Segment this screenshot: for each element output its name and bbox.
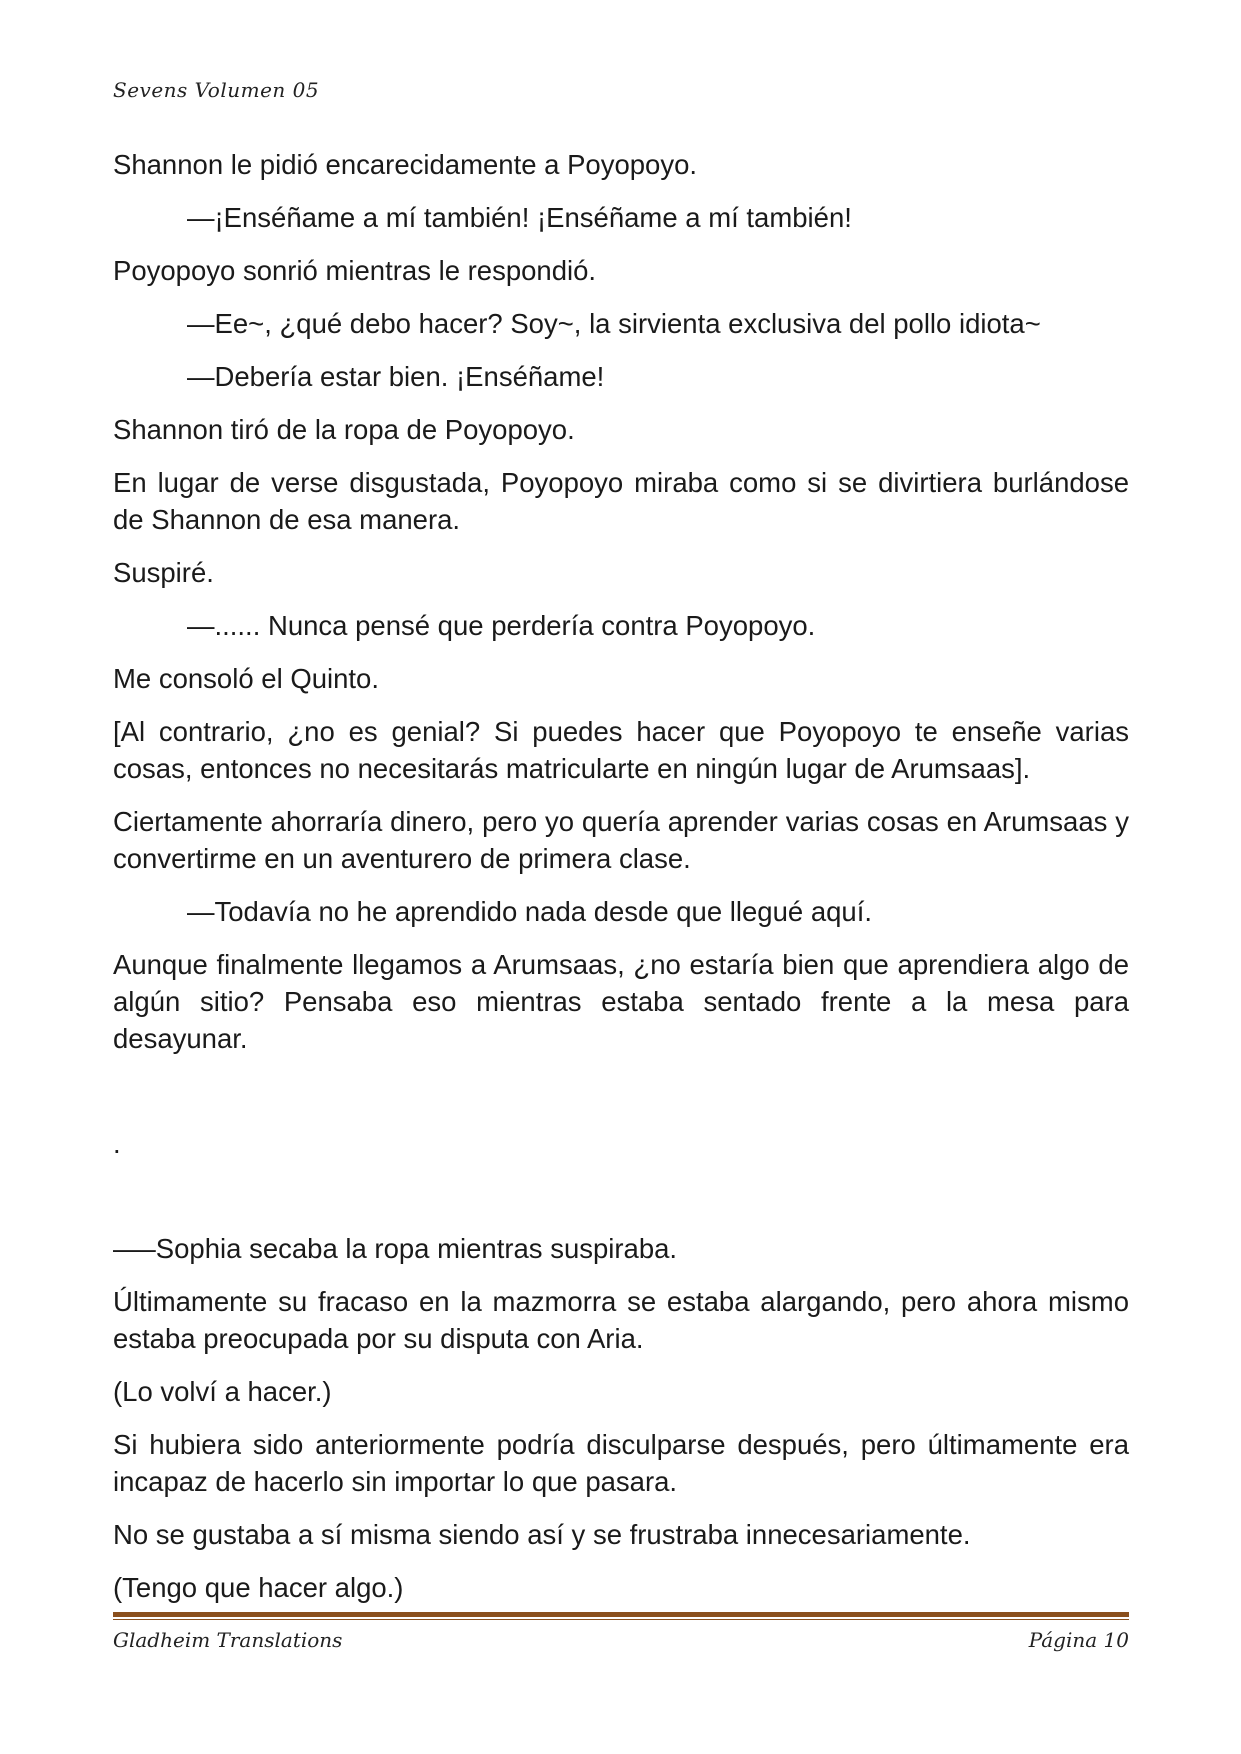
- page-header-title: Sevens Volumen 05: [113, 78, 320, 102]
- dialogue-line: —...... Nunca pensé que perdería contra Poyopoyo.: [187, 610, 816, 641]
- paragraph: Aunque finalmente llegamos a Arumsaas, ¿no estaría bien que aprendiera algo de algún sitio? Pensaba eso mientras estaba sentado frente a la mesa para desayunar.: [113, 949, 1129, 1054]
- page-number: Página 10: [1028, 1628, 1129, 1652]
- paragraph: Poyopoyo sonrió mientras le respondió.: [113, 255, 597, 286]
- paragraph: No se gustaba a sí misma siendo así y se frustraba innecesariamente.: [113, 1519, 971, 1550]
- scene-separator: .: [113, 1128, 121, 1159]
- paragraph: Me consoló el Quinto.: [113, 663, 379, 694]
- paragraph: —–Sophia secaba la ropa mientras suspiraba.: [113, 1233, 678, 1264]
- footer-divider: [113, 1612, 1129, 1620]
- paragraph: Si hubiera sido anteriormente podría disculparse después, pero últimamente era incapaz de hacerlo sin importar lo que pasara.: [113, 1429, 1129, 1497]
- footer-divider-thin: [113, 1619, 1129, 1620]
- dialogue-line: —Todavía no he aprendido nada desde que llegué aquí.: [187, 896, 872, 927]
- paragraph: Últimamente su fracaso en la mazmorra se estaba alargando, pero ahora mismo estaba preocupada por su disputa con Aria.: [113, 1286, 1129, 1354]
- dialogue-line: —Debería estar bien. ¡Enséñame!: [187, 361, 605, 392]
- footer-divider-thick: [113, 1612, 1129, 1617]
- paragraph: (Tengo que hacer algo.): [113, 1572, 404, 1603]
- paragraph: [Al contrario, ¿no es genial? Si puedes hacer que Poyopoyo te enseñe varias cosas, entonces no necesitarás matricularte en ningún lugar de Arumsaas].: [113, 716, 1129, 784]
- paragraph: (Lo volví a hacer.): [113, 1376, 332, 1407]
- paragraph: Suspiré.: [113, 557, 214, 588]
- paragraph: Ciertamente ahorraría dinero, pero yo quería aprender varias cosas en Arumsaas y convertirme en un aventurero de primera clase.: [113, 806, 1129, 874]
- paragraph: Shannon tiró de la ropa de Poyopoyo.: [113, 414, 575, 445]
- dialogue-line: —¡Enséñame a mí también! ¡Enséñame a mí también!: [187, 202, 852, 233]
- paragraph: En lugar de verse disgustada, Poyopoyo miraba como si se divirtiera burlándose de Shannon de esa manera.: [113, 467, 1129, 535]
- dialogue-line: —Ee~, ¿qué debo hacer? Soy~, la sirvienta exclusiva del pollo idiota~: [187, 308, 1041, 339]
- section-gap: [113, 1178, 1129, 1230]
- page-body: [113, 146, 1129, 1622]
- section-gap: [113, 1073, 1129, 1125]
- footer-credit: Gladheim Translations: [113, 1628, 343, 1652]
- paragraph: Shannon le pidió encarecidamente a Poyopoyo.: [113, 149, 698, 180]
